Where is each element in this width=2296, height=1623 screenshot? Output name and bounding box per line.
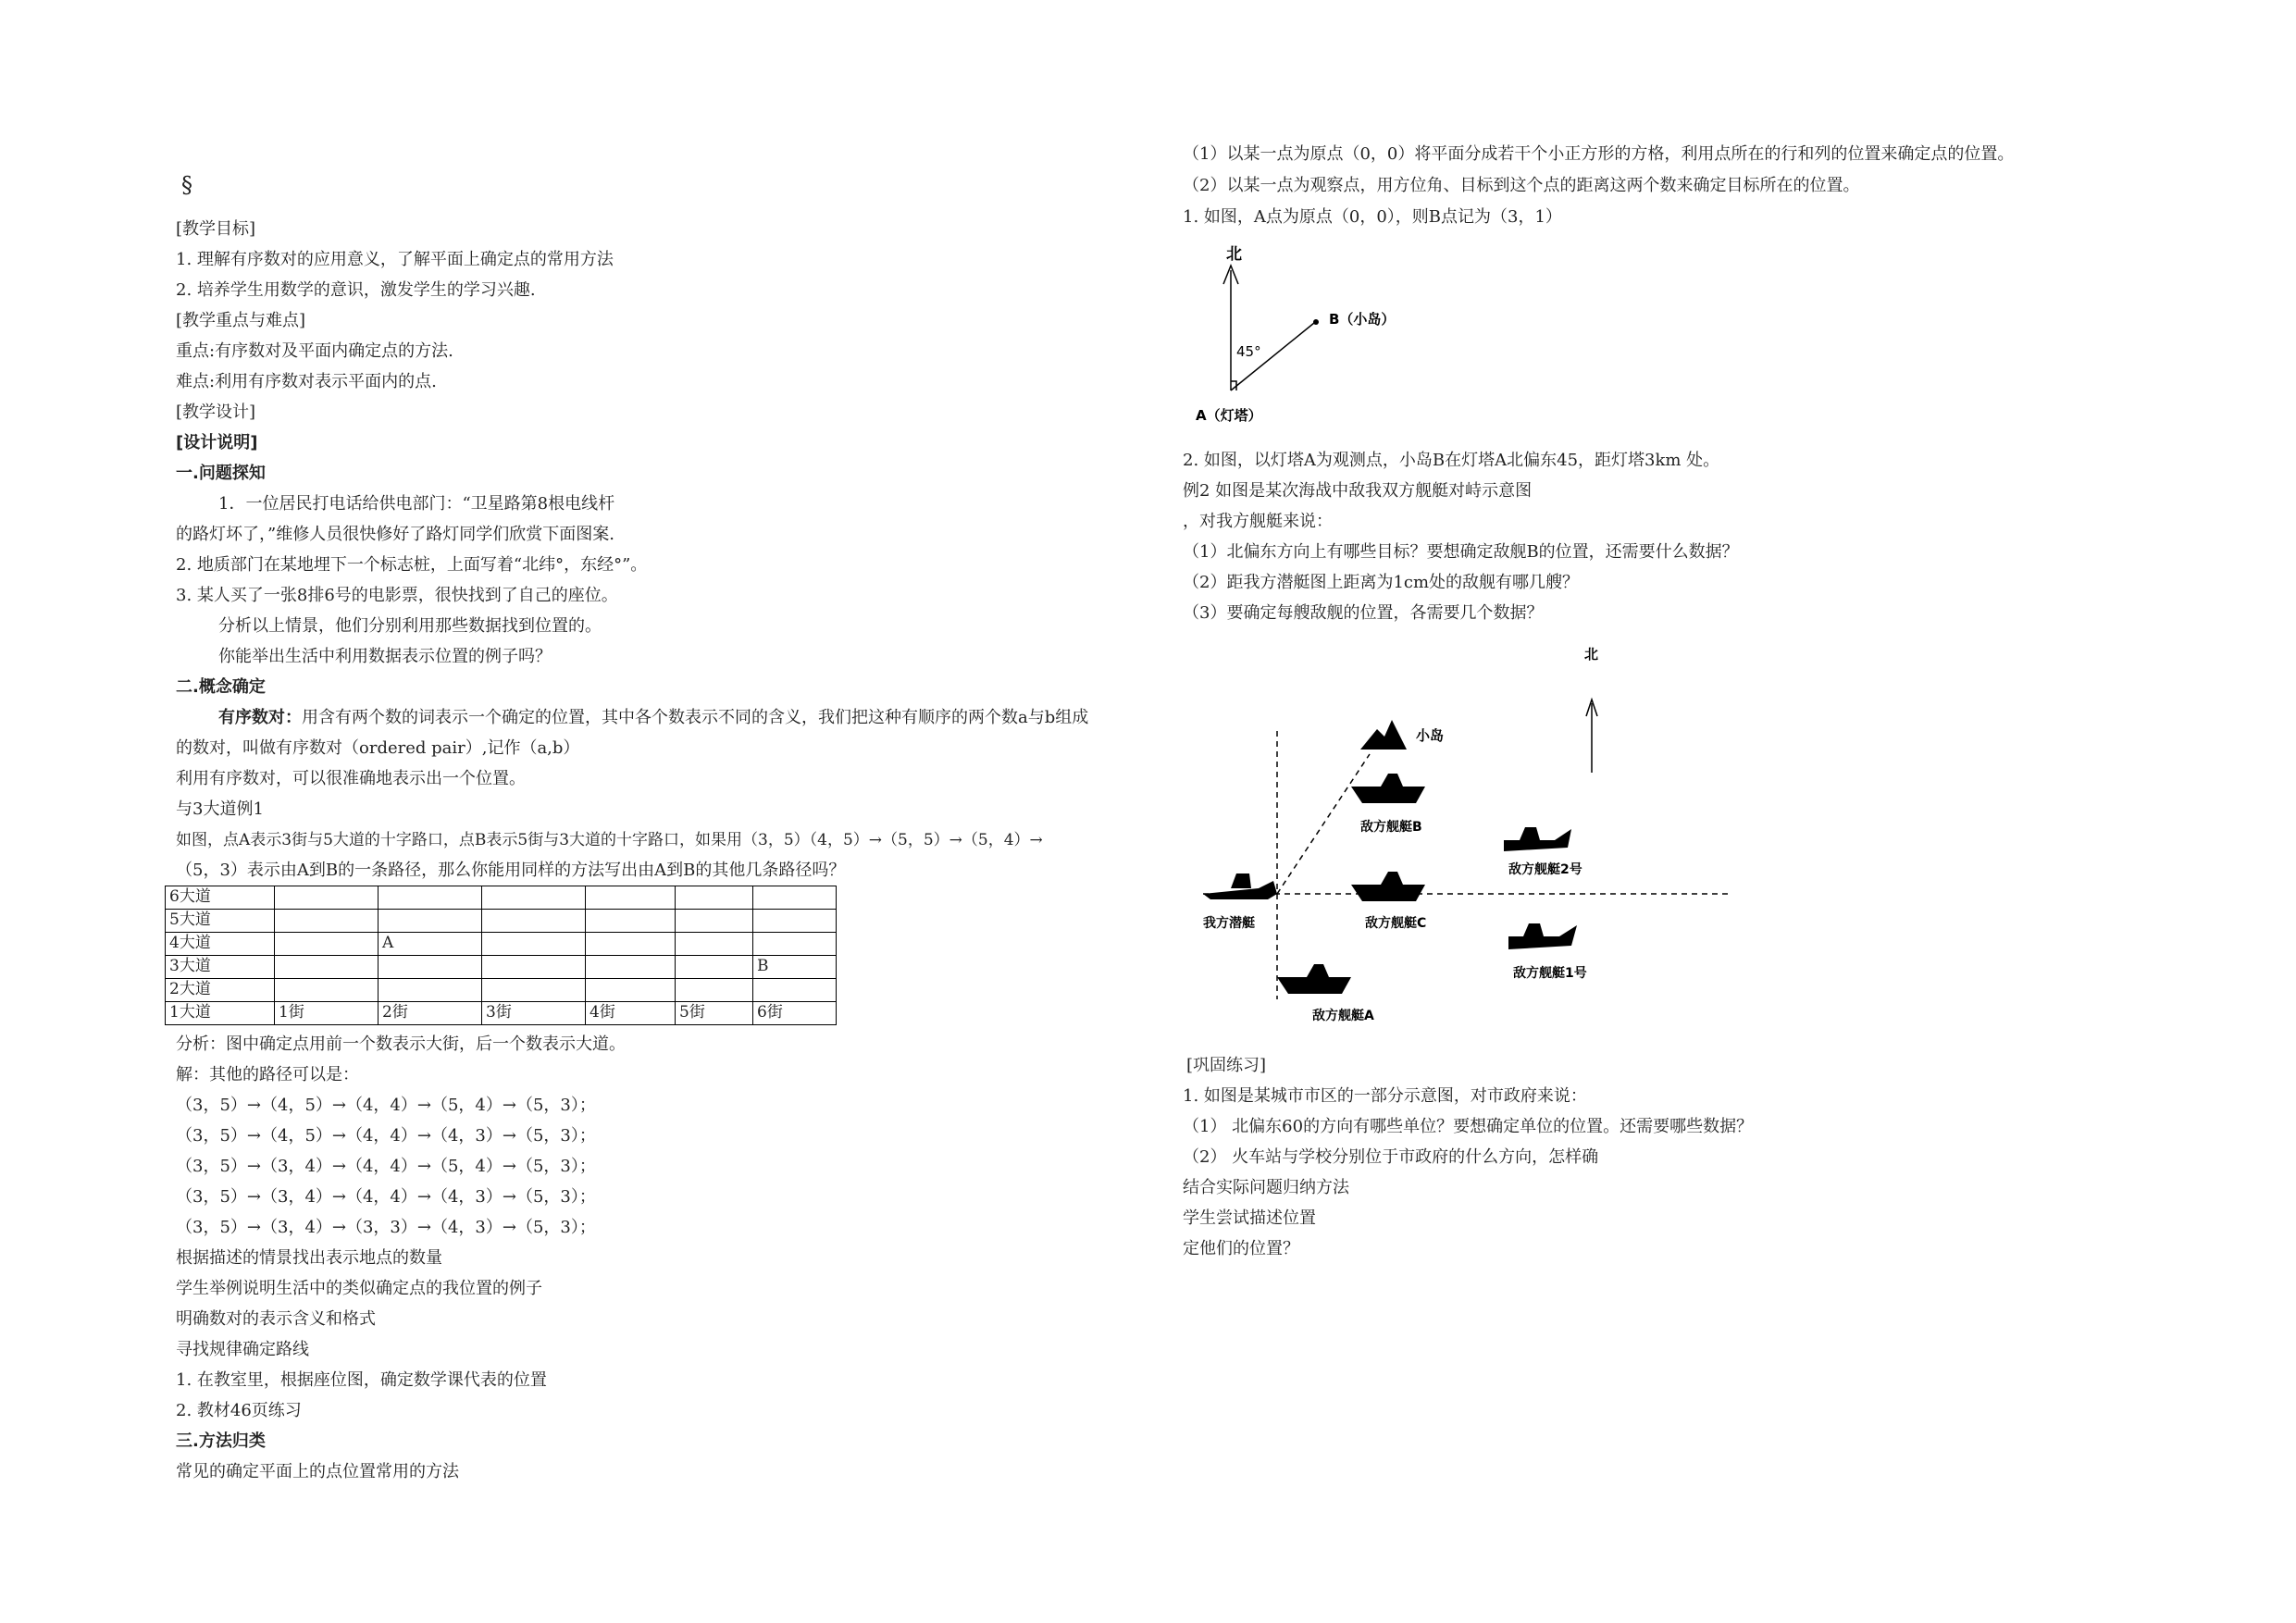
table-row: [166, 979, 837, 1002]
table-row: [166, 910, 837, 933]
note-2: 学生举例说明生活中的类似确定点的我位置的例子: [176, 1279, 542, 1298]
practice-q1: （1） 北偏东60的方向有哪些单位？要想确定单位的位置。还需要哪些数据？: [1183, 1117, 1754, 1136]
enemy-ship-a-label: 敌方舰艇A: [1312, 1009, 1374, 1023]
table-cell: 2街: [379, 1002, 482, 1025]
note-3: 明确数对的表示含义和格式: [176, 1309, 376, 1329]
table-cell: 5街: [676, 1002, 753, 1025]
table-cell: 3街: [482, 1002, 586, 1025]
enemy-ship-b-icon: [1351, 787, 1425, 803]
solution-intro: 解：其他的路径可以是：: [176, 1065, 359, 1084]
table-row: [166, 933, 837, 956]
note-1: 根据描述的情景找出表示地点的数量: [176, 1248, 442, 1268]
table-cell: [753, 979, 837, 1002]
heading-objectives: [教学目标]: [176, 219, 256, 239]
exercise-2: 2. 教材46页练习: [176, 1401, 302, 1420]
ship-fig-north-label: 北: [1584, 646, 1599, 663]
note-attempt: 学生尝试描述位置: [1183, 1208, 1316, 1228]
table-cell: [586, 956, 676, 979]
table-cell: [275, 910, 379, 933]
path-1: （3，5）→（4，5）→（4，4）→（5，4）→（5，3）；: [176, 1096, 596, 1115]
objective-2: 2. 培养学生用数学的意识，激发学生的学习兴趣.: [176, 280, 536, 300]
table-cell: 1大道: [166, 1002, 275, 1025]
enemy-ship-c-label: 敌方舰艇C: [1365, 916, 1427, 931]
table-cell: [482, 979, 586, 1002]
table-cell: [676, 910, 753, 933]
table-cell: [586, 886, 676, 910]
objective-1: 1. 理解有序数对的应用意义，了解平面上确定点的常用方法: [176, 250, 614, 269]
scenario-1b: 的路灯坏了，”维修人员很快修好了路灯同学们欣赏下面图案.: [176, 525, 614, 544]
table-cell: [676, 979, 753, 1002]
example-1-text-b: （5，3）表示由A到B的一条路径，那么你能用同样的方法写出由A到B的其他几条路径吗？: [176, 861, 846, 880]
note-4: 寻找规律确定路线: [176, 1340, 309, 1359]
table-cell: [753, 886, 837, 910]
table-cell: 6大道: [166, 886, 275, 910]
path-4: （3，5）→（3，4）→（4，4）→（4，3）→（5，3）；: [176, 1187, 596, 1207]
exercise-1: 1. 在教室里，根据座位图，确定数学课代表的位置: [176, 1370, 547, 1390]
method-1: （1）以某一点为原点（0，0）将平面分成若干个小正方形的方格，利用点所在的行和列的位置来确定点的位置。: [1183, 144, 2015, 164]
example-2-q1: （1）北偏东方向上有哪些目标？要想确定敌舰B的位置，还需要什么数据？: [1183, 542, 1739, 562]
table-cell: 5大道: [166, 910, 275, 933]
practice-1: 1. 如图是某城市市区的一部分示意图，对市政府来说：: [1183, 1086, 1587, 1106]
example-2-q2: （2）距我方潜艇图上距离为1cm处的敌舰有哪几艘？: [1183, 573, 1580, 592]
heading-practice: [巩固练习]: [1186, 1056, 1267, 1075]
method-summary: 常见的确定平面上的点位置常用的方法: [176, 1462, 459, 1481]
example-question: 你能举出生活中利用数据表示位置的例子吗？: [218, 647, 552, 666]
analysis-question: 分析以上情景，他们分别利用那些数据找到位置的。: [218, 616, 602, 636]
definition-text: 用含有两个数的词表示一个确定的位置，其中各个数表示不同的含义，我们把这种有顺序的两个数a与b组成: [302, 708, 1089, 727]
compass-figure: [1185, 242, 1462, 437]
island-icon: [1360, 720, 1407, 750]
scenario-3: 3. 某人买了一张8排6号的电影票，很快找到了自己的座位。: [176, 586, 618, 605]
enemy-ship-1-label: 敌方舰艇1号: [1513, 966, 1587, 981]
definition-line-3: 利用有序数对，可以很准确地表示出一个位置。: [176, 769, 526, 788]
definition-term: 有序数对：: [218, 708, 302, 727]
table-cell: [676, 886, 753, 910]
enemy-ship-b-label: 敌方舰艇B: [1360, 820, 1422, 835]
practice-q2-end: 定他们的位置？: [1183, 1239, 1299, 1258]
table-cell: [676, 956, 753, 979]
path-5: （3，5）→（3，4）→（3，3）→（4，3）→（5，3）；: [176, 1218, 596, 1237]
compass-point-b-label: B（小岛）: [1329, 311, 1396, 328]
table-cell: [586, 933, 676, 956]
note-method: 结合实际问题归纳方法: [1183, 1178, 1349, 1197]
table-cell: [379, 956, 482, 979]
table-cell: 6街: [753, 1002, 837, 1025]
table-cell: [482, 933, 586, 956]
table-cell: [379, 979, 482, 1002]
section-mark: §: [181, 172, 192, 198]
heading-key-points: [教学重点与难点]: [176, 311, 306, 330]
section-2-title: 二.概念确定: [176, 677, 266, 697]
table-cell: [586, 910, 676, 933]
table-cell: [676, 933, 753, 956]
section-3-title: 三.方法归类: [176, 1431, 266, 1451]
ship-position-figure: [1185, 638, 1740, 1036]
table-cell: [379, 910, 482, 933]
street-grid-table: [165, 886, 837, 1025]
practice-q2: （2） 火车站与学校分别位于市政府的什么方向，怎样确: [1183, 1147, 1599, 1167]
table-cell: [275, 886, 379, 910]
section-1-title: 一.问题探知: [176, 464, 266, 483]
scenario-2: 2. 地质部门在某地埋下一个标志桩，上面写着“北纬°，东经°”。: [176, 555, 648, 575]
table-cell: 4大道: [166, 933, 275, 956]
method-2: （2）以某一点为观察点，用方位角、目标到这个点的距离这两个数来确定目标所在的位置。: [1183, 176, 1860, 195]
table-cell: [482, 956, 586, 979]
table-cell: 1街: [275, 1002, 379, 1025]
table-cell: 4街: [586, 1002, 676, 1025]
table-cell: 2大道: [166, 979, 275, 1002]
compass-point-a-label: A（灯塔）: [1196, 407, 1262, 424]
table-cell: [275, 933, 379, 956]
table-cell: [482, 910, 586, 933]
our-submarine-label: 我方潜艇: [1203, 916, 1255, 931]
compass-example-text: 1. 如图，A点为原点（0，0），则B点记为（3，1）: [1183, 207, 1562, 227]
enemy-ship-c-icon: [1351, 885, 1425, 901]
scenario-1a: 1．一位居民打电话给供电部门：“卫星路第8根电线杆: [218, 494, 615, 514]
heading-design-notes: [设计说明]: [176, 433, 258, 452]
path-3: （3，5）→（3，4）→（4，4）→（5，4）→（5，3）；: [176, 1157, 596, 1176]
table-row: [166, 886, 837, 910]
table-cell: [482, 886, 586, 910]
table-cell: [275, 956, 379, 979]
table-cell: 3大道: [166, 956, 275, 979]
enemy-ship-1-icon: [1508, 925, 1577, 949]
table-row: [166, 1002, 837, 1025]
example-2-intro: ，对我方舰艇来说：: [1183, 512, 1333, 531]
definition-line-2: 的数对，叫做有序数对（ordered pair）,记作（a,b）: [176, 738, 580, 758]
example-1-text-a: 如图，点A表示3街与5大道的十字路口，点B表示5街与3大道的十字路口，如果用（3，5）（4，5）→（5，5）→（5，4）→: [176, 831, 1043, 849]
heading-design: [教学设计]: [176, 403, 256, 422]
table-cell: [753, 933, 837, 956]
table-row: [166, 956, 837, 979]
example-1-title: 与3大道例1: [176, 799, 264, 819]
table-cell: [586, 979, 676, 1002]
table-cell: B: [753, 956, 837, 979]
compass-north-label: 北: [1226, 245, 1242, 264]
definition-line-1: [218, 707, 1088, 729]
table-cell: [275, 979, 379, 1002]
table-cell: A: [379, 933, 482, 956]
table-cell: [753, 910, 837, 933]
example-2-title: 例2 如图是某次海战中敌我双方舰艇对峙示意图: [1183, 481, 1533, 501]
island-label: 小岛: [1416, 727, 1445, 744]
key-point: 重点:有序数对及平面内确定点的方法.: [176, 341, 453, 361]
example-2-q3: （3）要确定每艘敌舰的位置，各需要几个数据？: [1183, 603, 1544, 623]
path-2: （3，5）→（4，5）→（4，4）→（4，3）→（5，3）；: [176, 1126, 596, 1146]
compass-angle-label: 45°: [1236, 343, 1261, 360]
difficulty: 难点:利用有序数对表示平面内的点.: [176, 372, 437, 391]
table-cell: [379, 886, 482, 910]
enemy-ship-a-icon: [1277, 977, 1351, 994]
lighthouse-text: 2. 如图，以灯塔A为观测点，小岛B在灯塔A北偏东45，距灯塔3km 处。: [1183, 451, 1720, 470]
enemy-ship-2-label: 敌方舰艇2号: [1508, 862, 1582, 877]
analysis-text: 分析：图中确定点用前一个数表示大街，后一个数表示大道。: [176, 1035, 626, 1054]
